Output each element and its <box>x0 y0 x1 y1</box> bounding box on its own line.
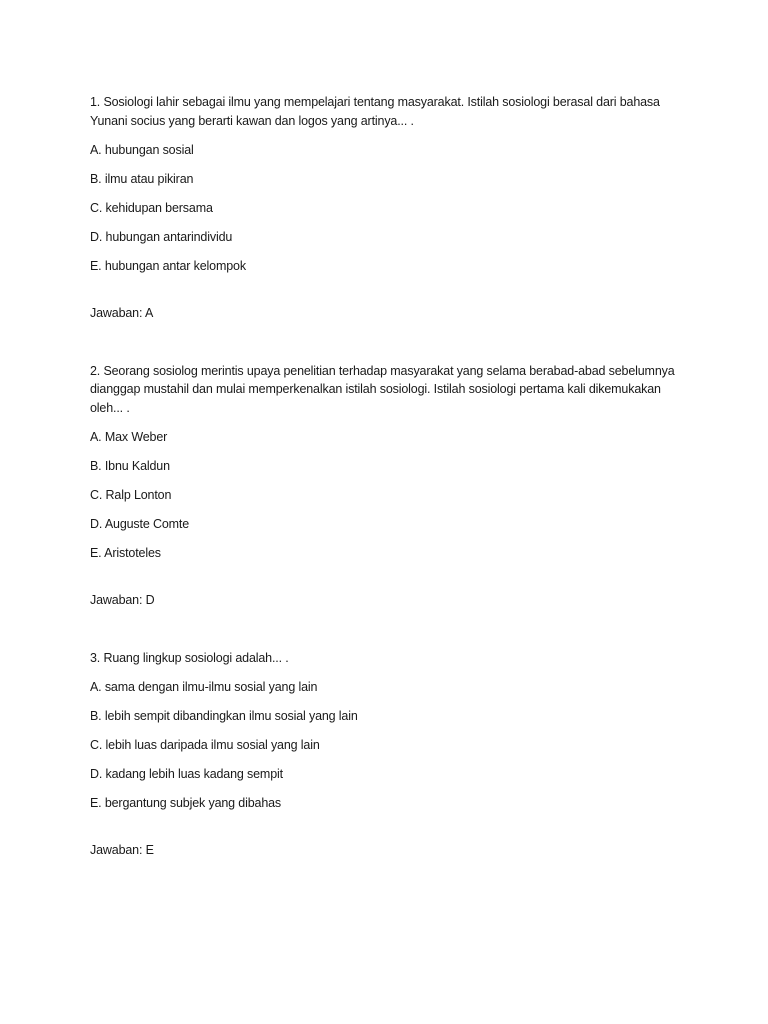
question-2 <box>90 362 690 610</box>
question-text: 1. Sosiologi lahir sebagai ilmu yang mempelajari tentang masyarakat. Istilah sosiologi berasal dari bahasa Yunani socius yang berarti kawan dan logos yang artinya... . <box>90 95 660 128</box>
question-3 <box>90 649 690 860</box>
option-d: D. kadang lebih luas kadang sempit <box>90 766 283 781</box>
option-e: E. hubungan antar kelompok <box>90 258 246 273</box>
option-c: C. Ralp Lonton <box>90 487 172 502</box>
answer-text: Jawaban: D <box>90 593 155 607</box>
option-e: E. Aristoteles <box>90 545 161 560</box>
option-list <box>90 428 690 563</box>
option-a: A. Max Weber <box>90 429 168 444</box>
question-text: 3. Ruang lingkup sosiologi adalah... . <box>90 650 289 665</box>
option-b: B. ilmu atau pikiran <box>90 171 194 186</box>
option-list <box>90 141 690 276</box>
option-c: C. lebih luas daripada ilmu sosial yang lain <box>90 737 320 752</box>
option-c: C. kehidupan bersama <box>90 200 213 215</box>
option-d: D. hubungan antarindividu <box>90 229 233 244</box>
option-a: A. hubungan sosial <box>90 142 194 157</box>
answer-text: Jawaban: E <box>90 843 154 857</box>
question-1 <box>90 93 690 323</box>
option-e: E. bergantung subjek yang dibahas <box>90 795 282 810</box>
question-text: 2. Seorang sosiolog merintis upaya penelitian terhadap masyarakat yang selama berabad-abad sebelumnya dianggap mustahil dan mulai memperkenalkan istilah sosiologi. Istilah sosiologi pertama kali dikemukakan oleh... . <box>90 363 675 415</box>
option-a: A. sama dengan ilmu-ilmu sosial yang lain <box>90 679 318 694</box>
document-page <box>90 93 690 860</box>
option-d: D. Auguste Comte <box>90 516 190 531</box>
option-b: B. lebih sempit dibandingkan ilmu sosial yang lain <box>90 708 358 723</box>
answer-text: Jawaban: A <box>90 306 154 320</box>
option-b: B. Ibnu Kaldun <box>90 458 170 473</box>
option-list <box>90 678 690 813</box>
